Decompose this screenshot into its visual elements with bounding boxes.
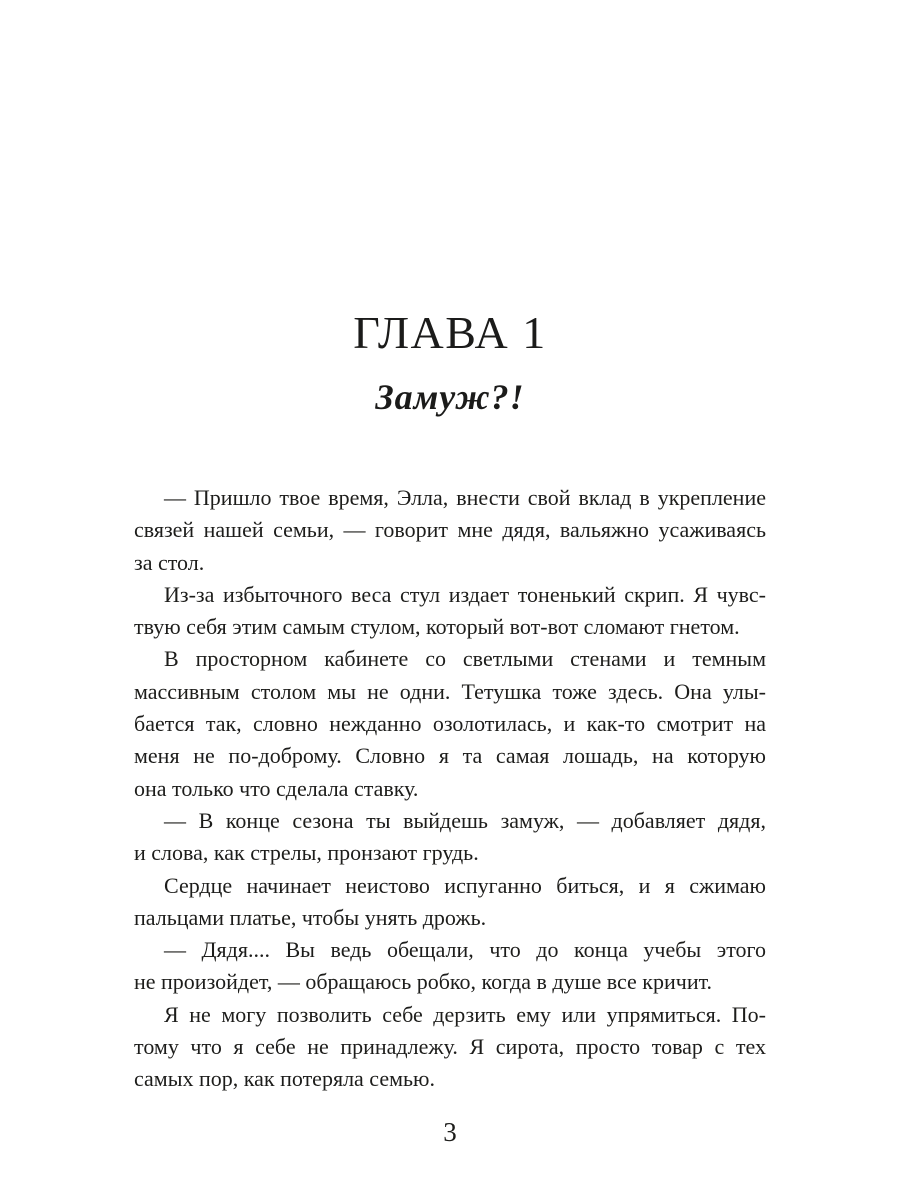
body-text [134,482,766,1096]
text-line: Я не могу позволить себе дерзить ему или упрямиться. По- [164,1001,766,1027]
text-line: — Дядя.... Вы ведь обещали, что до конца учебы этого [164,937,766,963]
text-line: тому что я себе не принадлежу. Я сирота, просто товар с тех [134,1034,766,1060]
text-line: Сердце начинает неистово испуганно биться, и я сжимаю [164,872,766,898]
text-line: бается так, словно нежданно озолотилась, и как-то смотрит на [134,711,766,737]
text-line: твую себя этим самым стулом, который вот-вот сломают гнетом. [134,614,740,640]
text-line: пальцами платье, чтобы унять дрожь. [134,904,487,930]
chapter-title: ГЛАВА 1 [353,307,547,358]
text-line: Из-за избыточного веса стул издает тоненький скрип. Я чувс- [164,581,766,607]
text-line: — Пришло твое время, Элла, внести свой вклад в укрепление [164,485,766,510]
text-line: и слова, как стрелы, пронзают грудь. [134,840,479,866]
chapter-subtitle: Замуж?! [375,377,525,417]
page-number: 3 [443,1117,457,1147]
text-line: — В конце сезона ты выйдешь замуж, — добавляет дядя, [164,807,766,833]
text-line: меня не по-доброму. Словно я та самая лошадь, на которую [134,743,766,769]
text-line: самых пор, как потеряла семью. [134,1066,435,1092]
text-line: не произойдет, — обращаюсь робко, когда в душе все кричит. [134,969,713,995]
text-line: массивным столом мы не одни. Тетушка тоже здесь. Она улы- [134,678,766,704]
text-line: она только что сделала ставку. [134,775,419,801]
text-line: связей нашей семьи, — говорит мне дядя, вальяжно усаживаясь [134,517,766,543]
text-line: за стол. [134,549,205,575]
text-line: В просторном кабинете со светлыми стенами и темным [164,646,766,672]
